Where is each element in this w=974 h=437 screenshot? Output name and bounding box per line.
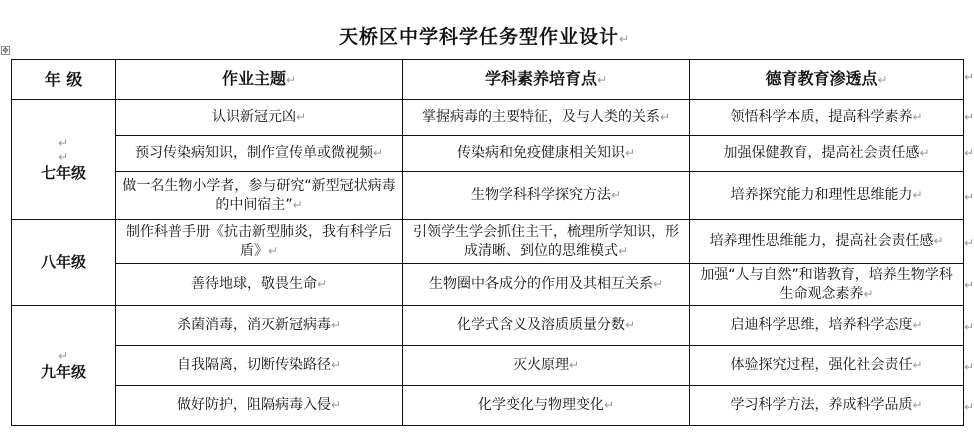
moral-cell: 加强“人与自然”和谐教育，培养生物学科生命观念素养↵ — [690, 264, 964, 306]
moral-cell: 学习科学方法，养成科学品质↵ — [690, 386, 964, 426]
row-end-mark: ↵ — [964, 400, 974, 414]
moral-cell: 加强保健教育，提高社会责任感↵ — [690, 136, 964, 172]
literacy-cell: 生物学科科学探究方法↵ — [403, 172, 690, 220]
row-end-mark: ↵ — [964, 190, 974, 204]
topic-cell: 自我隔离，切断传染路径↵ — [116, 346, 403, 386]
moral-cell: 培养探究能力和理性思维能力↵ — [690, 172, 964, 220]
moral-cell: 培养理性思维能力，提高社会责任感↵ — [690, 220, 964, 264]
row-end-mark: ↵ — [964, 360, 974, 374]
literacy-cell: 生物圈中各成分的作用及其相互关系↵ — [403, 264, 690, 306]
table-row — [12, 172, 964, 220]
table-move-handle-icon[interactable]: ✥ — [2, 46, 9, 55]
paragraph-mark: ↵ — [618, 32, 631, 46]
row-end-mark: ↵ — [964, 110, 974, 124]
topic-cell: 认识新冠元凶↵ — [116, 100, 403, 136]
assignment-table — [11, 59, 964, 426]
title-text: 天桥区中学科学任务型作业设计 — [338, 26, 619, 48]
grade-cell-7: ↵ ↵ 七年级 — [12, 100, 116, 220]
grade-cell-8: 八年级 — [12, 220, 116, 306]
literacy-cell: 化学式含义及溶质质量分数↵ — [403, 306, 690, 346]
moral-cell: 启迪科学思维，培养科学态度↵ — [690, 306, 964, 346]
header-literacy: 学科素养培育点↵ — [403, 60, 690, 100]
moral-cell: 体验探究过程，强化社会责任↵ — [690, 346, 964, 386]
table-row — [12, 386, 964, 426]
literacy-cell: 传染病和免疫健康相关知识↵ — [403, 136, 690, 172]
document-title — [0, 22, 969, 49]
table-row — [12, 264, 964, 306]
row-end-mark: ↵ — [964, 146, 974, 160]
row-end-mark: ↵ — [964, 278, 974, 292]
topic-cell: 善待地球，敬畏生命↵ — [116, 264, 403, 306]
header-moral-education: 德育教育渗透点↵ — [690, 60, 964, 100]
topic-cell: 做好防护，阻隔病毒入侵↵ — [116, 386, 403, 426]
grade-cell-9: ↵ 九年级 — [12, 306, 116, 426]
topic-cell: 杀菌消毒，消灭新冠病毒↵ — [116, 306, 403, 346]
row-end-mark: ↵ — [964, 236, 974, 250]
table-row — [12, 100, 964, 136]
row-end-mark: ↵ — [964, 70, 974, 84]
literacy-cell: 掌握病毒的主要特征，及与人类的关系↵ — [403, 100, 690, 136]
table-row — [12, 220, 964, 264]
literacy-cell: 引领学生学会抓住主干，梳理所学知识，形成清晰、到位的思维模式↵ — [403, 220, 690, 264]
table-header-row — [12, 60, 964, 100]
row-end-mark: ↵ — [964, 320, 974, 334]
moral-cell: 领悟科学本质，提高科学素养↵ — [690, 100, 964, 136]
header-grade: 年 级 — [12, 60, 116, 100]
table-row — [12, 136, 964, 172]
topic-cell: 制作科普手册《抗击新型肺炎，我有科学后盾》↵ — [116, 220, 403, 264]
topic-cell: 做一名生物小学者，参与研究“新型冠状病毒的中间宿主”↵ — [116, 172, 403, 220]
table-row — [12, 346, 964, 386]
literacy-cell: 化学变化与物理变化↵ — [403, 386, 690, 426]
literacy-cell: 灭火原理↵ — [403, 346, 690, 386]
header-topic: 作业主题↵ — [116, 60, 403, 100]
table-row — [12, 306, 964, 346]
topic-cell: 预习传染病知识，制作宣传单或微视频↵ — [116, 136, 403, 172]
